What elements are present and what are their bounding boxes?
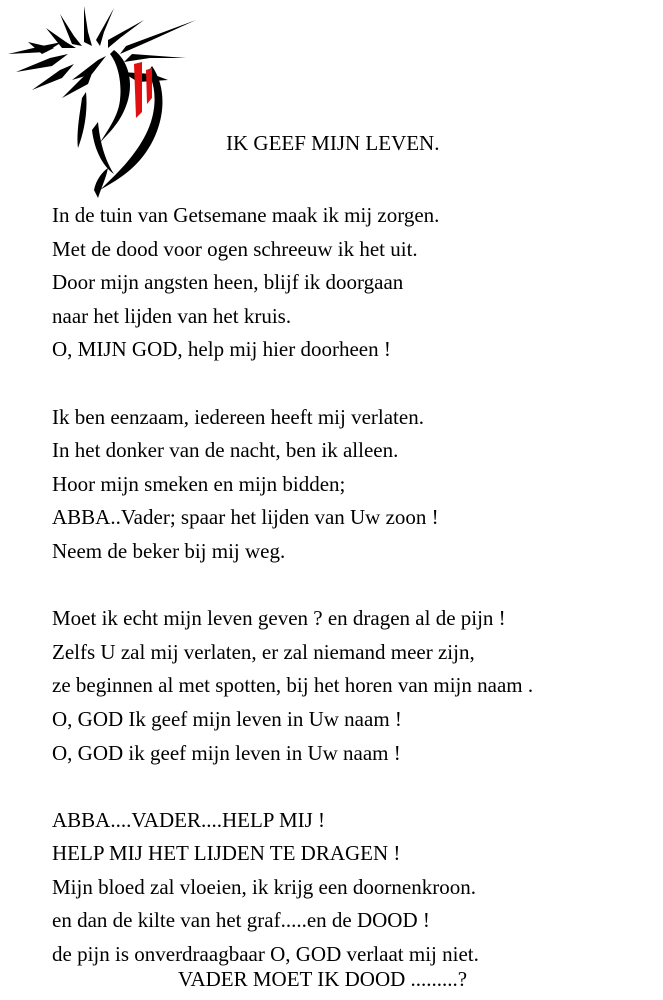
crown-of-thorns-drawing <box>2 2 202 200</box>
poem-line: ABBA..Vader; spaar het lijden van Uw zoon ! <box>52 505 439 530</box>
poem-line: In het donker van de nacht, ben ik alleen. <box>52 438 399 463</box>
poem-line: Met de dood voor ogen schreeuw ik het uit. <box>52 236 418 261</box>
poem-line: O, GOD Ik geef mijn leven in Uw naam ! <box>52 706 402 731</box>
poem-line: Neem de beker bij mij weg. <box>52 538 286 563</box>
blood-drops-icon <box>134 62 152 118</box>
stanza-gap <box>52 367 657 401</box>
poem-line: naar het lijden van het kruis. <box>52 303 292 328</box>
poem-line: Hoor mijn smeken en mijn bidden; <box>52 471 346 496</box>
poem-line: ze beginnen al met spotten, bij het horen van mijn naam . <box>52 673 534 698</box>
poem-line: de pijn is onverdraagbaar O, GOD verlaat mij niet. <box>52 942 479 967</box>
closing-line: VADER MOET IK DOOD .........? <box>178 967 468 991</box>
poem-title: IK GEEF MIJN LEVEN. <box>226 131 440 155</box>
stanza-gap <box>52 770 657 804</box>
poem-line: Zelfs U zal mij verlaten, er zal niemand meer zijn, <box>52 639 475 664</box>
poem-line: Mijn bloed zal vloeien, ik krijg een doornenkroon. <box>52 874 476 899</box>
stanza <box>52 602 657 770</box>
poem-line: O, MIJN GOD, help mij hier doorheen ! <box>52 337 391 362</box>
poem-line: Door mijn angsten heen, blijf ik doorgaan <box>52 270 404 295</box>
poem-line: en dan de kilte van het graf.....en de DOOD ! <box>52 908 430 933</box>
poem-line: ABBA....VADER....HELP MIJ ! <box>52 807 326 832</box>
stanza <box>52 199 657 367</box>
poem-line: O, GOD ik geef mijn leven in Uw naam ! <box>52 740 401 765</box>
stanza-gap <box>52 569 657 603</box>
thorn-crown-icon <box>8 6 196 98</box>
stanza <box>52 401 657 569</box>
crown-of-thorns-face-icon <box>2 2 202 200</box>
poem-line: In de tuin van Getsemane maak ik mij zorgen. <box>52 203 440 227</box>
stanza <box>52 804 657 972</box>
poem-body <box>52 199 657 972</box>
poem-line: Moet ik echt mijn leven geven ? en dragen al de pijn ! <box>52 606 506 631</box>
poem-line: HELP MIJ HET LIJDEN TE DRAGEN ! <box>52 841 401 866</box>
poem-line: Ik ben eenzaam, iedereen heeft mij verlaten. <box>52 404 424 429</box>
